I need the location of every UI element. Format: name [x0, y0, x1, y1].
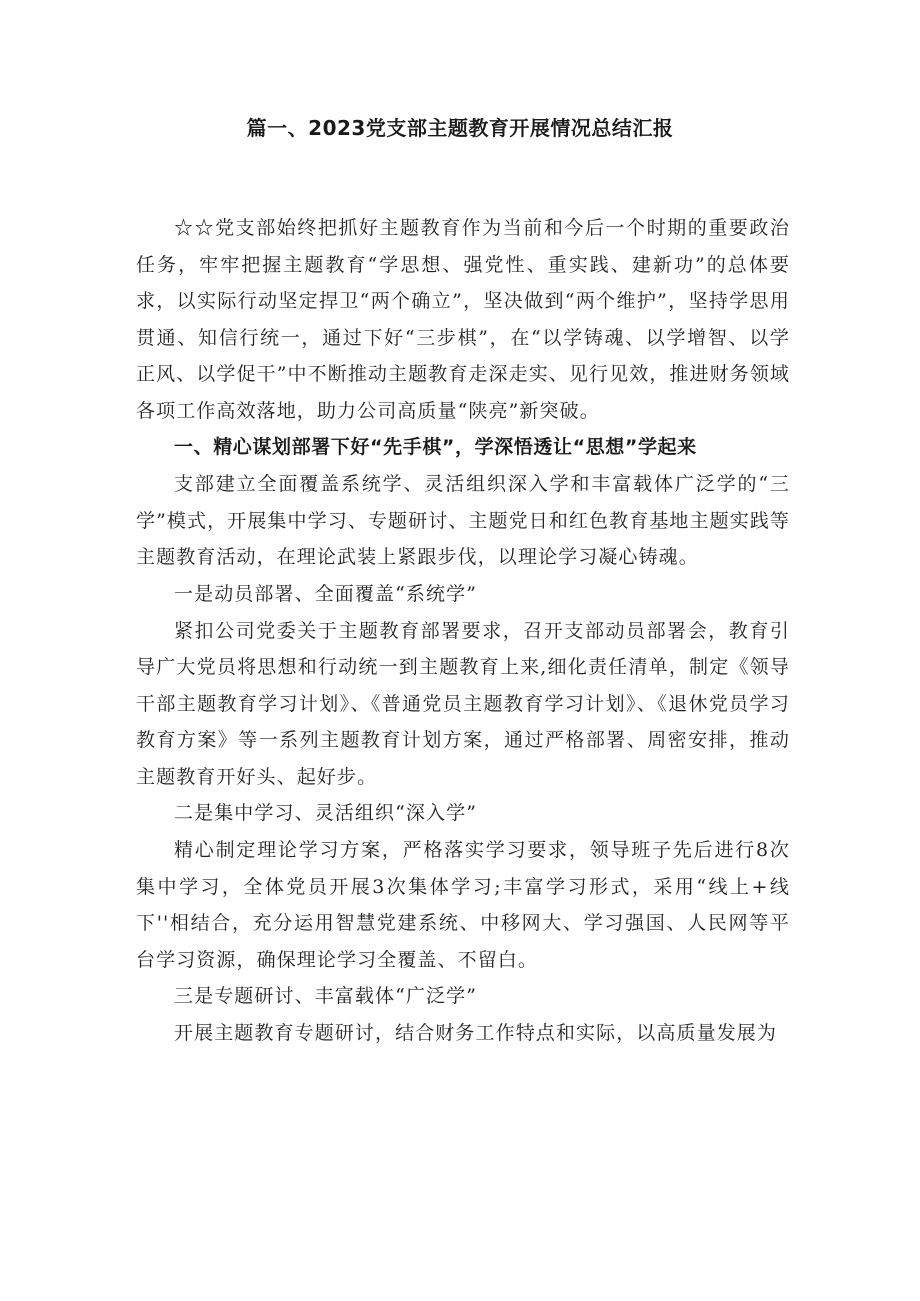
document-body	[136, 210, 790, 1052]
subsection-paragraph-1: 紧扣公司党委关于主题教育部署要求，召开支部动员部署会，教育引导广大党员将思想和行动统一到主题教育上来,细化责任清单，制定《领导干部主题教育学习计划》、《普通党员主题教育学习计划》、《退休党员学习教育方案》等一系列主题教育计划方案，通过严格部署、周密安排，推动主题教育开好头、起好步。	[136, 619, 790, 788]
subsection-paragraph-2: 精心制定理论学习方案，严格落实学习要求，领导班子先后进行8次集中学习，全体党员开展3次集体学习;丰富学习形式，采用“线上+线下''相结合，充分运用智慧党建系统、中移网大、学习强国、人民网等平台学习资源，确保理论学习全覆盖、不留白。	[136, 839, 790, 971]
section-paragraph: 支部建立全面覆盖系统学、灵活组织深入学和丰富载体广泛学的“三学”模式，开展集中学习、专题研讨、主题党日和红色教育基地主题实践等主题教育活动，在理论武装上紧跟步伐，以理论学习凝心铸魂。	[136, 473, 791, 568]
section-heading: 一、精心谋划部署下好“先手棋”，学深悟透让“思想”学起来	[174, 436, 697, 458]
subsection-paragraph-3: 开展主题教育专题研讨，结合财务工作特点和实际，以高质量发展为	[174, 1022, 778, 1044]
intro-paragraph: ☆☆党支部始终把抓好主题教育作为当前和今后一个时期的重要政治任务，牢牢把握主题教育“学思想、强党性、重实践、建新功”的总体要求，以实际行动坚定捍卫“两个确立”，坚决做到“两个维护”，坚持学思用贯通、知信行统一，通过下好“三步棋”，在“以学铸魂、以学增智、以学正风、以学促干”中不断推动主题教育走深走实、见行见效，推进财务领域各项工作高效落地，助力公司高质量“陕亮”新突破。	[136, 217, 791, 422]
subsection-heading-1: 一是动员部署、全面覆盖“系统学”	[174, 582, 478, 605]
document-title: 篇一、2023党支部主题教育开展情况总结汇报	[246, 116, 674, 140]
subsection-heading-3: 三是专题研讨、丰富载体“广泛学”	[174, 985, 478, 1007]
subsection-heading-2: 二是集中学习、灵活组织“深入学”	[174, 802, 478, 824]
